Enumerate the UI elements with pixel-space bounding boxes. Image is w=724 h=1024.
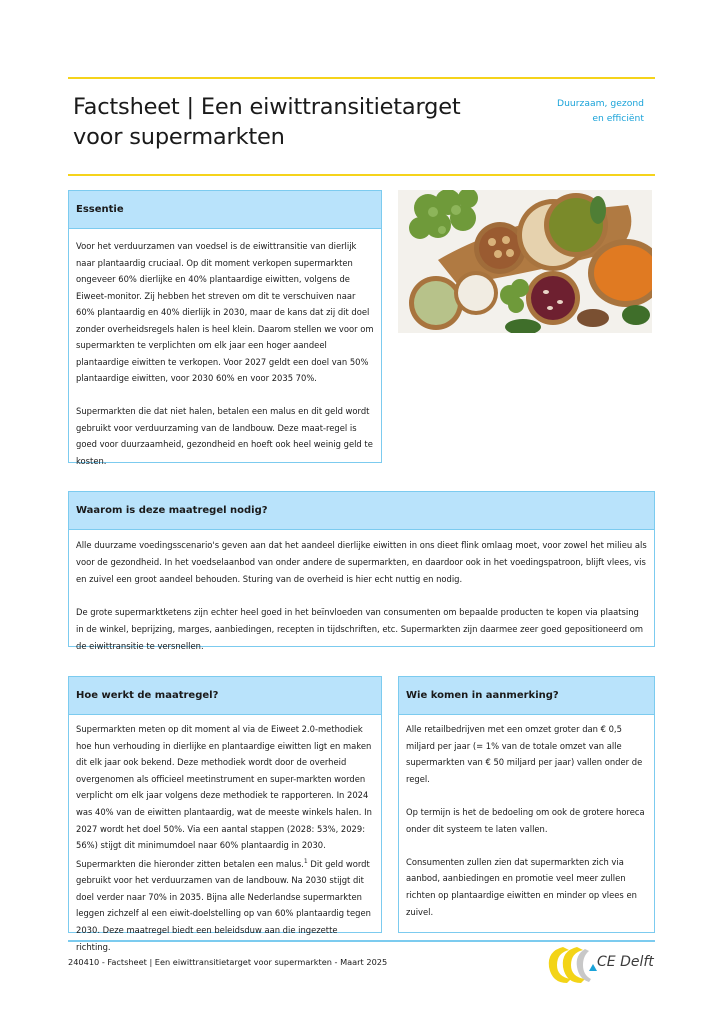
essentie-paragraph-1: Voor het verduurzamen van voedsel is de eiwittransitie van dierlijk naar plantaardig cruciaal. Op dit moment verkopen supermarkten ongeveer 60% dierlijke en 40% plantaardige eiwitten, volgens de Eiweet-monitor. Zij hebben het streven om dit te verschuiven naar 60% plantaardig en 40% dierlijk in 2030, maar de kans dat zij dit doel zonder overheidsregels halen is heel klein. Daarom stellen we voor om supermarkten te verplichten om elk jaar een hoger aandeel plantaardige eiwitten te verkopen. Voor 2027 geldt een doel van 50% plantaardige eiwitten, voor 2030 60% en voor 2035 70%. xyxy=(76,241,374,383)
title-line-1: Factsheet | Een eiwittransitietarget xyxy=(73,94,461,120)
top-divider xyxy=(68,77,655,79)
wie-paragraph-1: Alle retailbedrijven met een omzet groter dan € 0,5 miljard per jaar (= 1% van de totale omzet van alle supermarkten van € 50 miljard per jaar) vallen onder de regel. xyxy=(406,724,643,784)
essentie-heading: Essentie xyxy=(69,191,381,229)
ce-delft-logo xyxy=(545,945,660,985)
footer-divider xyxy=(68,940,655,942)
footnote-reference[interactable]: 1 xyxy=(303,857,308,865)
tagline xyxy=(557,96,644,126)
wie-paragraph-3: Consumenten zullen zien dat supermarkten zich via aanbod, aanbiedingen en promotie veel meer zullen richten op plantaardige eiwitten en minder op vlees en zuivel. xyxy=(406,856,637,917)
waarom-box xyxy=(68,491,655,651)
hoe-werkt-paragraph xyxy=(76,721,374,955)
wie-komen-heading: Wie komen in aanmerking? xyxy=(399,677,654,715)
legumes-and-vegetables-image xyxy=(398,190,652,333)
essentie-box xyxy=(68,190,382,466)
header-bottom-divider xyxy=(68,174,655,176)
waarom-heading: Waarom is deze maatregel nodig? xyxy=(69,492,654,530)
tagline-line-2: en efficiënt xyxy=(592,113,644,124)
food-photo xyxy=(398,190,652,333)
wie-paragraph-2: Op termijn is het de bedoeling om ook de grotere horeca onder dit systeem te laten vallen. xyxy=(406,806,645,834)
hoe-werkt-body xyxy=(69,715,381,955)
essentie-body xyxy=(69,229,381,469)
footer-text: 240410 - Factsheet | Een eiwittransitietarget voor supermarkten - Maart 2025 xyxy=(68,957,388,967)
ce-delft-logo-text: CE Delft xyxy=(597,954,654,970)
page-title xyxy=(73,92,513,152)
tagline-line-1: Duurzaam, gezond xyxy=(557,98,644,109)
title-line-2: voor supermarkten xyxy=(73,124,285,150)
hoe-werkt-heading: Hoe werkt de maatregel? xyxy=(69,677,381,715)
ce-delft-logo-icon xyxy=(545,945,605,985)
hoe-werkt-text-2: Dit geld wordt gebruikt voor het verduurzamen van de landbouw. Na 2030 stijgt dit doel verder naar 70% in 2035. Bijna alle Nederlandse supermarkten leggen zichzelf al een eiwit-doelstelling op van 60% plantaardig tegen 2030. Deze maatregel biedt een beleidsduw aan die ingezette richting. xyxy=(76,858,371,952)
wie-komen-box xyxy=(398,676,655,933)
waarom-body xyxy=(69,530,654,655)
waarom-paragraph-1: Alle duurzame voedingsscenario's geven aan dat het aandeel dierlijke eiwitten in ons dieet flink omlaag moet, voor zowel het milieu als voor de gezondheid. In het voedselaanbod van onder andere de supermarkten, en daardoor ook in het voedingspatroon, blijft vlees, vis en zuivel een groot aandeel behouden. Sturing van de overheid is hier echt nuttig en nodig. xyxy=(76,540,647,584)
hoe-werkt-text-1: Supermarkten meten op dit moment al via de Eiweet 2.0-methodiek hoe hun verhouding in dierlijke en plantaardige eiwitten ligt en maken dit elk jaar ook bekend. Deze methodiek wordt door de overheid overgenomen als officieel meetinstrument en super-markten worden verplicht om elk jaar volgens deze methodiek te rapporteren. In 2024 was 40% van de eiwitten plantaardig, wat de meeste winkels halen. In 2027 wordt het doel 50%. Via een aantal stappen (2028: 53%, 2029: 56%) stijgt dit minimumdoel naar 60% plantaardig in 2030. Supermarkten die hieronder zitten betalen een malus. xyxy=(76,724,372,869)
essentie-paragraph-2: Supermarkten die dat niet halen, betalen een malus en dit geld wordt gebruikt voor verduurzaming van de landbouw. Deze maat-regel is goed voor duurzaamheid, gezondheid en hoeft ook heel weinig geld te kosten. xyxy=(76,406,373,466)
hoe-werkt-box xyxy=(68,676,382,952)
waarom-paragraph-2: De grote supermarktketens zijn echter heel goed in het beïnvloeden van consumenten om bepaalde producten te kopen via plaatsing in de winkel, beprijzing, marges, aanbiedingen, recepten in tijdschriften, etc. Supermarkten zijn daarmee zeer goed gepositioneerd om de eiwittransitie te versnellen. xyxy=(76,607,643,651)
wie-komen-body xyxy=(399,715,654,920)
